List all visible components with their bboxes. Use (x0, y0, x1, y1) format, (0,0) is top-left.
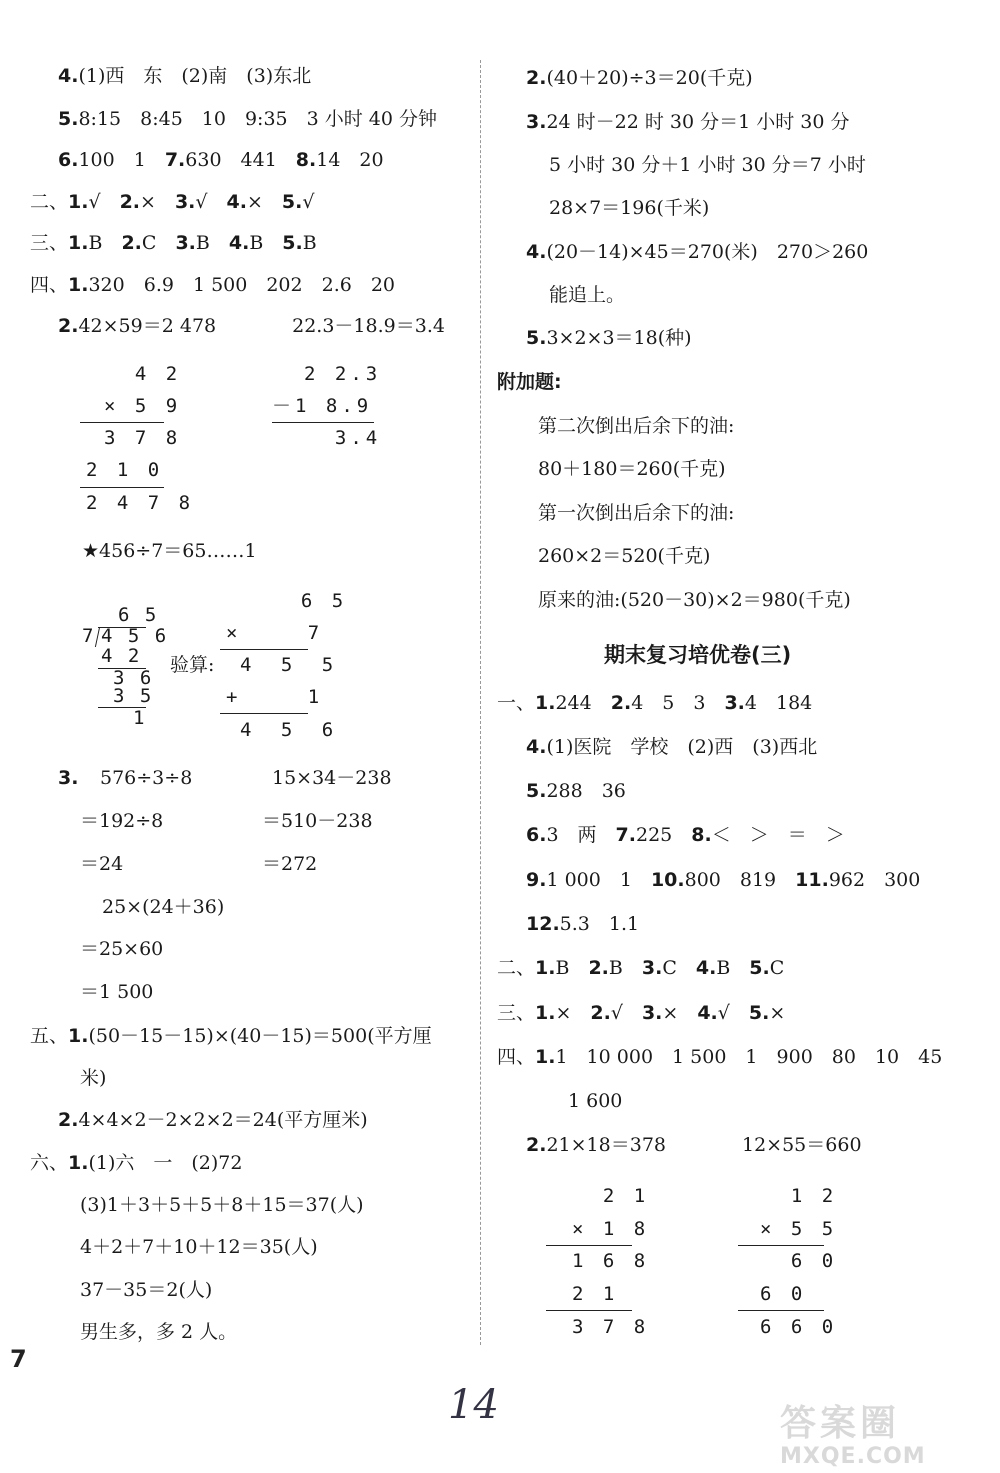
calc-row: 7 (82, 625, 98, 647)
answer-line: 三、1.× 2.√ 3.× 4.√ 5.× (497, 1002, 786, 1024)
section-title: 期末复习培优卷(三) (604, 643, 792, 667)
calc-step: ＝192÷8 (80, 810, 164, 832)
watermark-logo (780, 1395, 926, 1469)
answer-line: 2.4×4×2－2×2×2＝24(平方厘米) (58, 1109, 368, 1131)
answer-line: 米) (80, 1067, 107, 1089)
answer-line: 五、1.(50－15－15)×(40－15)＝500(平方厘 (30, 1025, 432, 1047)
calc-row: × 5 9 (104, 395, 182, 417)
calc-row: 2 1 0 (86, 459, 164, 481)
calc-row: 3 7 8 (104, 427, 182, 449)
answer-line: 37－35＝2(人) (80, 1279, 213, 1301)
answer-line: 原来的油:(520－30)×2＝980(千克) (538, 589, 851, 611)
calc-step: ＝510－238 (262, 810, 373, 832)
answer-line: 4.(1)医院 学校 (2)西 (3)西北 (526, 736, 818, 758)
answer-line: 4.(20－14)×45＝270(米) 270＞260 (526, 241, 869, 263)
answer-line: 二、1.√ 2.× 3.√ 4.× 5.√ (30, 191, 315, 213)
answer-line: 第一次倒出后余下的油: (538, 502, 735, 524)
calc-step: 25×(24＋36) (102, 896, 225, 918)
answer-line: 4.(1)西 东 (2)南 (3)东北 (58, 65, 312, 87)
answer-line: 能追上。 (549, 284, 626, 306)
answer-line: 5.288 36 (526, 780, 626, 802)
calc-row: 6 0 (760, 1250, 838, 1272)
calc-row: 2 1 (572, 1283, 619, 1305)
answer-line: 80＋180＝260(千克) (538, 458, 726, 480)
answer-line: 二、1.B 2.B 3.C 4.B 5.C (497, 957, 785, 979)
calc-rule (272, 422, 374, 423)
calc-step: ＝272 (262, 853, 318, 875)
calc-row: 1 2 (760, 1185, 838, 1207)
watermark-url: MXQE.COM (780, 1444, 926, 1469)
watermark-text: 答案圈 (780, 1403, 901, 1444)
calc-row: 1 (133, 707, 149, 729)
calc-row: × 1 8 (572, 1218, 650, 1240)
answer-line: 四、1.1 10 000 1 500 1 900 80 10 45 (497, 1046, 943, 1068)
calc-row: 2 2.3 (304, 363, 382, 385)
answer-line: (3)1＋3＋5＋5＋8＋15＝37(人) (80, 1194, 364, 1216)
calc-row: 4 2 (104, 363, 182, 385)
answer-line: 5 小时 30 分＋1 小时 30 分＝7 小时 (549, 154, 866, 176)
answer-line: 6.3 两 7.225 8.＜ ＞ ＝ ＞ (526, 824, 845, 846)
calc-rule (80, 422, 164, 423)
calc-row: 6 6 0 (760, 1316, 838, 1338)
answer-line: 2.42×59＝2 478 22.3－18.9＝3.4 (58, 315, 445, 337)
answer-line: 4＋2＋7＋10＋12＝35(人) (80, 1236, 318, 1258)
calc-rule (220, 713, 308, 714)
calc-rule (738, 1310, 824, 1311)
calc-rule (546, 1310, 632, 1311)
answer-line: 2.21×18＝378 12×55＝660 (526, 1134, 862, 1156)
column-divider (480, 60, 481, 1345)
answer-line: 男生多，多 2 人。 (80, 1321, 238, 1343)
answer-line: 2.(40＋20)÷3＝20(千克) (526, 67, 753, 89)
answer-line: 260×2＝520(千克) (538, 545, 711, 567)
calc-row: 6 0 (760, 1283, 807, 1305)
answer-line: 第二次倒出后余下的油: (538, 415, 735, 437)
calc-row: 4 5 6 (101, 625, 169, 647)
check-label: 验算: (170, 654, 215, 676)
calc-row: 2 1 (572, 1185, 650, 1207)
calc-row: 6 5 (118, 604, 159, 626)
calc-row: 1 6 8 (572, 1250, 650, 1272)
extra-questions-title: 附加题: (497, 371, 562, 393)
calc-row: 3.4 (304, 427, 382, 449)
star-problem: ★456÷7＝65……1 (82, 540, 257, 562)
answer-line: 1 600 (568, 1090, 623, 1112)
calc-step: ＝1 500 (80, 981, 154, 1003)
calc-row: × 5 5 (760, 1218, 838, 1240)
answer-line: 六、1.(1)六 一 (2)72 (30, 1152, 243, 1174)
calc-row: 6 5 (270, 590, 348, 612)
calc-rule (220, 649, 308, 650)
handwritten-page-number: 14 (448, 1382, 499, 1428)
answer-line: 3. (58, 767, 79, 789)
calc-row: 4 2 (101, 645, 142, 667)
calc-row: + 1 (226, 686, 329, 708)
answer-line: 28×7＝196(千米) (549, 197, 710, 219)
calc-row: × 7 (226, 622, 329, 644)
answer-line: 三、1.B 2.C 3.B 4.B 5.B (30, 232, 317, 254)
answer-line: 9.1 000 1 10.800 819 11.962 300 (526, 869, 921, 891)
answer-line: 5.8:15 8:45 10 9:35 3 小时 40 分钟 (58, 108, 438, 130)
answer-line: 12.5.3 1.1 (526, 913, 640, 935)
calc-step: ＝25×60 (80, 938, 164, 960)
calc-step: ＝24 (80, 853, 124, 875)
calc-row: －1 8.9 (272, 395, 373, 417)
calc-step: 576÷3÷8 (100, 767, 193, 789)
calc-row: 4 5 5 (240, 654, 343, 676)
calc-rule (738, 1245, 824, 1246)
answer-line: 一、1.244 2.4 5 3 3.4 184 (497, 692, 813, 714)
calc-rule (80, 487, 164, 488)
calc-row: 3 6 (113, 667, 154, 689)
answer-line: 3.24 时－22 时 30 分＝1 小时 30 分 (526, 111, 850, 133)
calc-row: 4 5 6 (240, 719, 343, 741)
answer-line: 四、1.320 6.9 1 500 202 2.6 20 (30, 274, 396, 296)
calc-row: 3 7 8 (572, 1316, 650, 1338)
calc-rule (546, 1245, 632, 1246)
answer-line: 6.100 1 7.630 441 8.14 20 (58, 149, 384, 171)
page-number: 7 (10, 1345, 27, 1373)
calc-step: 15×34－238 (272, 767, 392, 789)
calc-row: 3 5 (113, 685, 154, 707)
answer-line: 5.3×2×3＝18(种) (526, 327, 692, 349)
calc-row: 2 4 7 8 (86, 492, 195, 514)
